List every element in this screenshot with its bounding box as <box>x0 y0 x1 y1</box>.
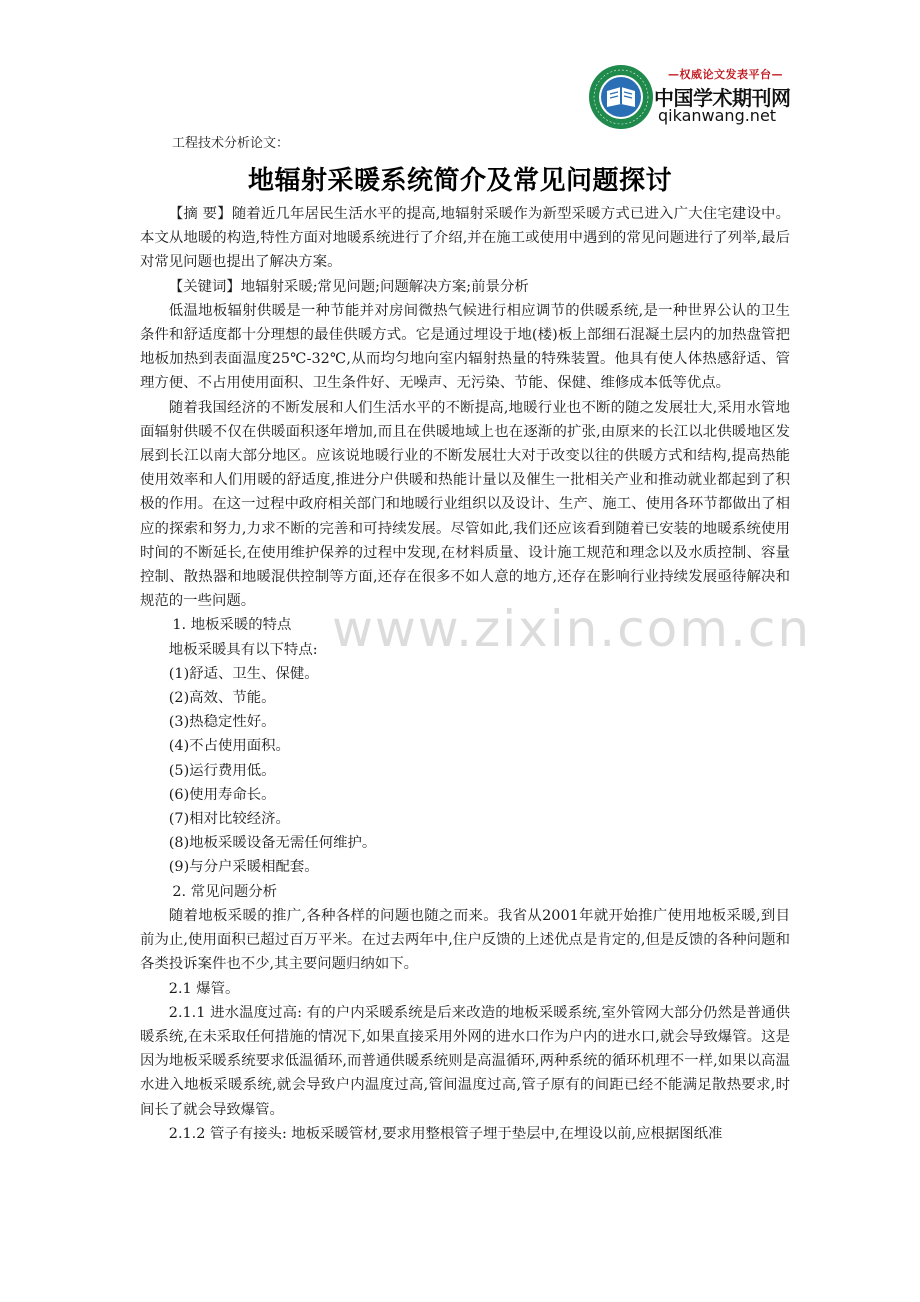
paragraph: 随着我国经济的不断发展和人们生活水平的不断提高,地暖行业也不断的随之发展壮大,采用水管地面辐射供暖不仅在供暖面积逐年增加,而且在供暖地域上也在逐渐的扩张,由原来的长江以北供暖地区发展到长江以南大部分地区。应该说地暖行业的不断发展壮大对于改变以往的供暖方式和结构,提高热能使用效率和人们用暖的舒适度,推进分户供暖和热能计量以及催生一批相关产业和推动就业都起到了积极的作用。在这一过程中政府相关部门和地暖行业组织以及设计、生产、施工、使用各环节都做出了相应的探索和努力,力求不断的完善和可持续发展。尽管如此,我们还应该看到随着已安装的地暖系统使用时间的不断延长,在使用维护保养的过程中发现,在材料质量、设计施工规范和理念以及水质控制、容量控制、散热器和地暖混供控制等方面,还存在很多不如人意的地方,还存在影响行业持续发展亟待解决和规范的一些问题。 <box>140 399 790 610</box>
seal-icon <box>588 64 654 130</box>
paper-body <box>140 202 790 1146</box>
paragraph: 低温地板辐射供暖是一种节能并对房间微热气候进行相应调节的供暖系统,是一种世界公认的卫生条件和舒适度都十分理想的最佳供暖方式。它是通过埋设于地(楼)板上部细石混凝土层内的加热盘管把地板加热到表面温度25℃-32℃,从而均匀地向室内辐射热量的特殊装置。他具有使人体热感舒适、管理方便、不占用使用面积、卫生条件好、无噪声、无污染、节能、保健、维修成本低等优点。 <box>140 302 790 392</box>
paragraph: 地板采暖具有以下特点: <box>168 641 318 658</box>
paragraph: (2)高效、节能。 <box>168 690 276 707</box>
paragraph: 【关键词】地辐射采暖;常见问题;问题解决方案;前景分析 <box>168 278 529 295</box>
publisher-logo <box>588 64 828 134</box>
watermark: www.zixin.com.cn <box>332 600 812 658</box>
paragraph: 2. 常见问题分析 <box>172 883 278 900</box>
paper-category: 工程技术分析论文： <box>172 136 290 151</box>
paragraph: (1)舒适、卫生、保健。 <box>168 665 319 682</box>
paragraph: (9)与分户采暖相配套。 <box>168 859 319 876</box>
logo-slogan: —权威论文发表平台— <box>668 68 783 81</box>
logo-url: qikanwang.net <box>658 106 777 125</box>
paragraph: (3)热稳定性好。 <box>168 714 276 731</box>
paragraph: (4)不占使用面积。 <box>168 738 290 755</box>
paragraph: 1. 地板采暖的特点 <box>172 617 292 634</box>
paper-title: 地辐射采暖系统简介及常见问题探讨 <box>247 166 672 196</box>
paragraph: 2.1 爆管。 <box>168 980 240 997</box>
paragraph: 随着地板采暖的推广,各种各样的问题也随之而来。我省从2001年就开始推广使用地板采暖,到目前为止,使用面积已超过百万平米。在过去两年中,住户反馈的上述优点是肯定的,但是反馈的各种问题和各类投诉案件也不少,其主要问题归纳如下。 <box>140 907 790 973</box>
paragraph: (5)运行费用低。 <box>168 762 276 779</box>
paragraph: (7)相对比较经济。 <box>168 811 290 828</box>
paragraph: (6)使用寿命长。 <box>168 786 276 803</box>
paragraph: 2.1.1 进水温度过高: 有的户内采暖系统是后来改造的地板采暖系统,室外管网大部分仍然是普通供暖系统,在未采取任何措施的情况下,如果直接采用外网的进水口作为户内的进水口,就会导致爆管。这是因为地板采暖系统要求低温循环,而普通供暖系统则是高温循环,两种系统的循环机理不一样,如果以高温水进入地板采暖系统,就会导致户内温度过高,管间温度过高,管子原有的间距已经不能满足散热要求,时间长了就会导致爆管。 <box>140 1004 790 1118</box>
paragraph: (8)地板采暖设备无需任何维护。 <box>168 835 377 852</box>
paragraph: 2.1.2 管子有接头: 地板采暖管材,要求用整根管子埋于垫层中,在埋设以前,应根据图纸准 <box>168 1125 723 1142</box>
paragraph: 【摘 要】随着近几年居民生活水平的提高,地辐射采暖作为新型采暖方式已进入广大住宅建设中。本文从地暖的构造,特性方面对地暖系统进行了介绍,并在施工或使用中遇到的常见问题进行了列举,最后对常见问题也提出了解决方案。 <box>140 206 790 271</box>
logo-brand-name: 中国学术期刊网 <box>654 86 791 110</box>
